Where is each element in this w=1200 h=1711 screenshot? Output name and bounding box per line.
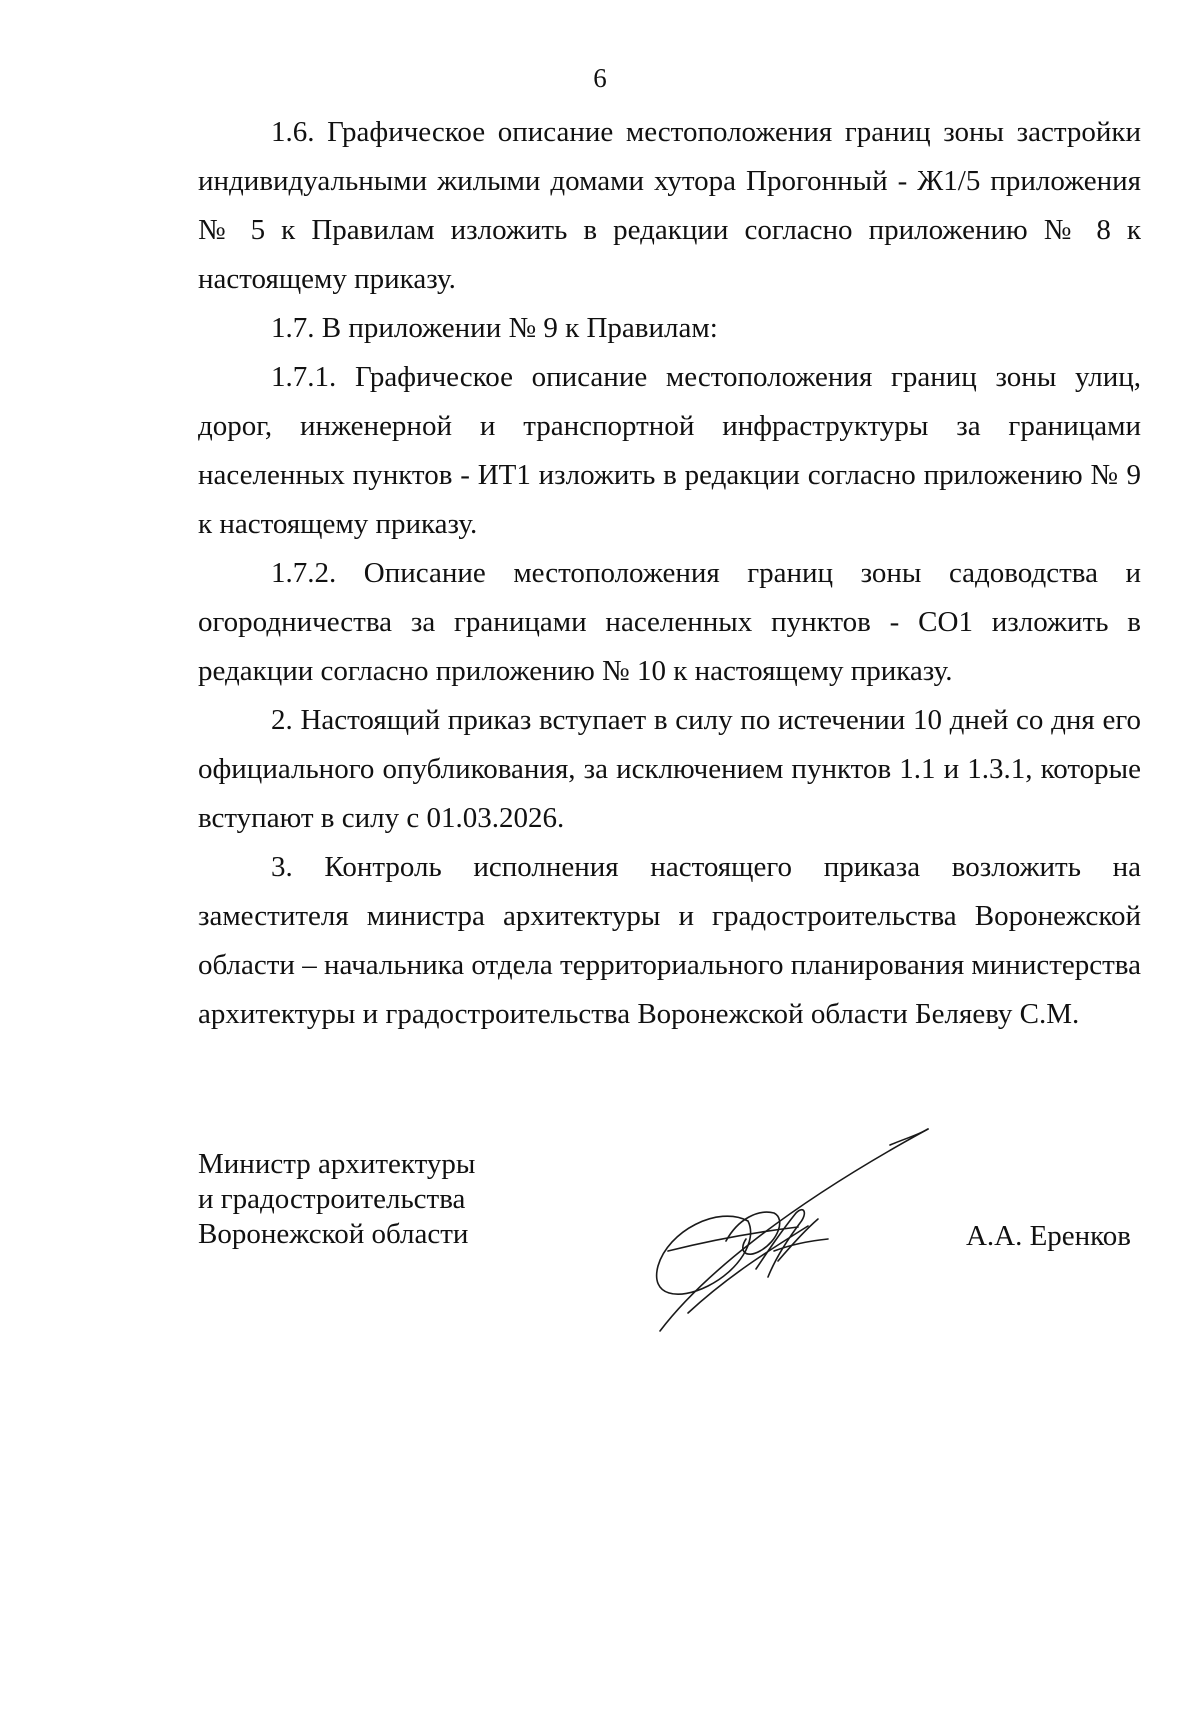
handwritten-signature [628, 1101, 948, 1341]
signature-block [198, 1147, 1141, 1377]
signer-position-line: Воронежской области [198, 1218, 469, 1250]
paragraph-3: 3. Контроль исполнения настоящего приказа возложить на заместителя министра архитектуры и градостроительства Воронежской области – начальника отдела территориального планирования министерства архитектуры и градостроительства Воронежской области Беляеву С.М. [198, 851, 1141, 1030]
page-number: 6 [593, 63, 607, 93]
paragraph-1-7: 1.7. В приложении № 9 к Правилам: [271, 312, 718, 344]
paragraph-2: 2. Настоящий приказ вступает в силу по истечении 10 дней со дня его официального опубликования, за исключением пунктов 1.1 и 1.3.1, которые вступают в силу с 01.03.2026. [198, 704, 1141, 834]
signer-position-line: и градостроительства [198, 1183, 466, 1215]
signer-name: А.А. Еренков [965, 1220, 1131, 1252]
paragraph-1-7-1: 1.7.1. Графическое описание местоположения границ зоны улиц, дорог, инженерной и транспортной инфраструктуры за границами населенных пунктов - ИТ1 изложить в редакции согласно приложению № 9 к настоящему приказу. [198, 361, 1141, 540]
paragraph-1-7-2: 1.7.2. Описание местоположения границ зоны садоводства и огородничества за границами населенных пунктов - СО1 изложить в редакции согласно приложению № 10 к настоящему приказу. [198, 557, 1141, 687]
signer-position-line: Министр архитектуры [198, 1148, 476, 1180]
signer-position [198, 1147, 475, 1252]
paragraph-1-6: 1.6. Графическое описание местоположения границ зоны застройки индивидуальными жилыми домами хутора Прогонный - Ж1/5 приложения № 5 к Правилам изложить в редакции согласно приложению № 8 к настоящему приказу. [198, 116, 1141, 295]
document-body [198, 108, 1141, 1039]
